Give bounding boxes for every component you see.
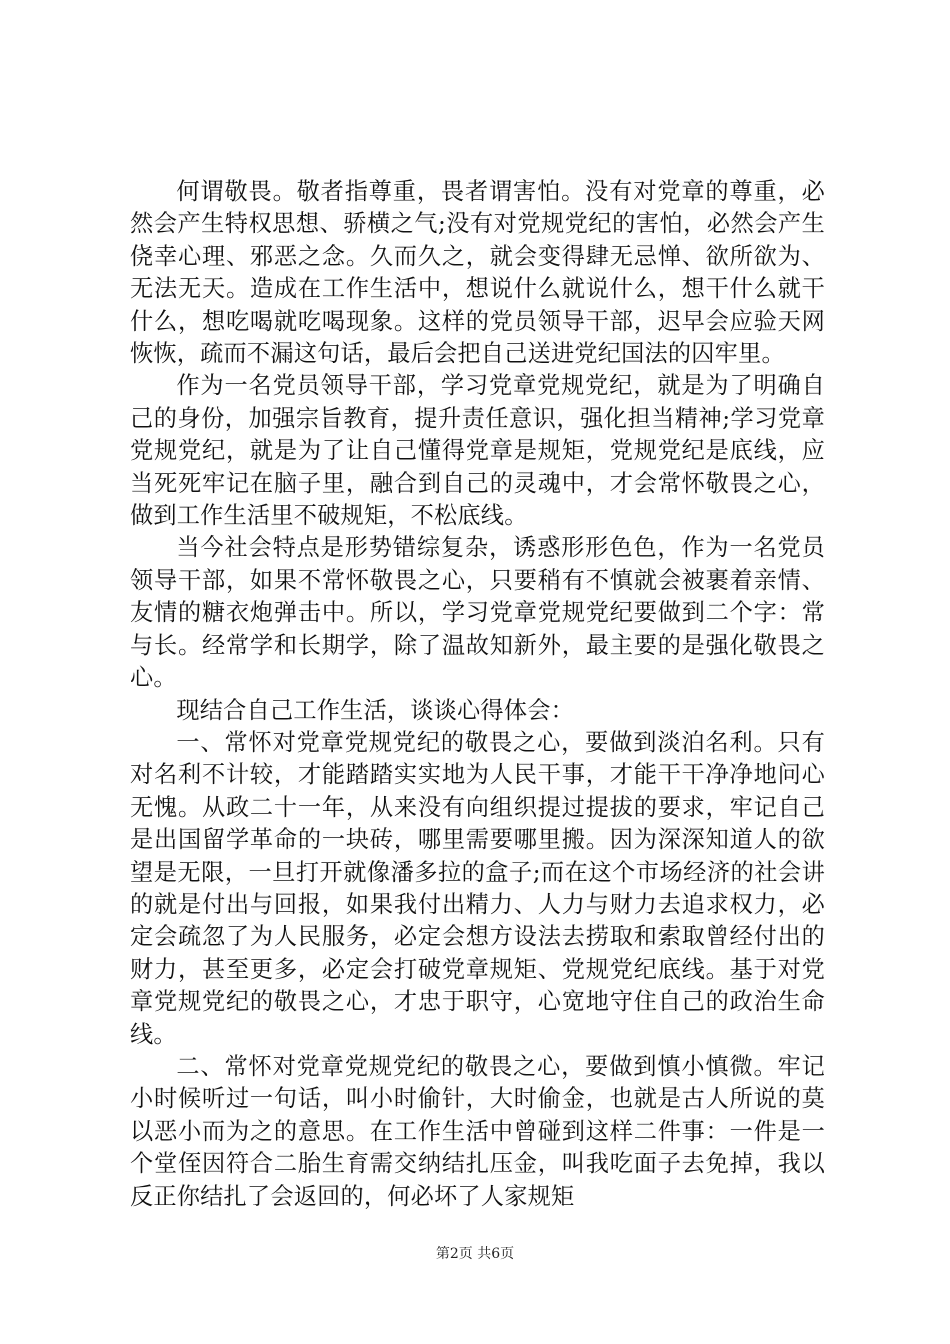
paragraph-5: 一、常怀对党章党规党纪的敬畏之心，要做到淡泊名利。只有对名利不计较，才能踏踏实实地为人民干事，才能干干净净地问心无愧。从政二十一年，从来没有向组织提过提拔的要求，牢记自己是出国留学革命的一块砖，哪里需要哪里搬。因为深深知道人的欲望是无限，一旦打开就像潘多拉的盒子;而在这个市场经济的社会讲的就是付出与回报，如果我付出精力、人力与财力去追求权力，必定会疏忽了为人民服务，必定会想方设法去捞取和索取曾经付出的财力，甚至更多，必定会打破党章规矩、党规党纪底线。基于对党章党规党纪的敬畏之心，才忠于职守，心宽地守住自己的政治生命线。	[130, 728, 825, 1048]
page-number-footer: 第2页 共6页	[435, 1246, 515, 1262]
paragraph-4: 现结合自己工作生活，谈谈心得体会：	[176, 696, 574, 724]
paragraph-1: 何谓敬畏。敬者指尊重，畏者谓害怕。没有对党章的尊重，必然会产生特权思想、骄横之气;没有对党规党纪的害怕，必然会产生侥幸心理、邪恶之念。久而久之，就会变得肆无忌惮、欲所欲为、无法无天。造成在工作生活中，想说什么就说什么，想干什么就干什么，想吃喝就吃喝现象。这样的党员领导干部，迟早会应验天网恢恢，疏而不漏这句话，最后会把自己送进党纪国法的囚牢里。	[130, 178, 825, 368]
document-body	[130, 176, 825, 1213]
paragraph-6: 二、常怀对党章党规党纪的敬畏之心，要做到慎小慎微。牢记小时候听过一句话，叫小时偷针，大时偷金，也就是古人所说的莫以恶小而为之的意思。在工作生活中曾碰到这样二件事：一件是一个堂侄因符合二胎生育需交纳结扎压金，叫我吃面子去免掉，我以反正你结扎了会返回的，何必坏了人家规矩	[130, 1052, 825, 1210]
paragraph-2: 作为一名党员领导干部，学习党章党规党纪，就是为了明确自己的身份，加强宗旨教育，提升责任意识，强化担当精神;学习党章党规党纪，就是为了让自己懂得党章是规矩，党规党纪是底线，应当死死牢记在脑子里，融合到自己的灵魂中，才会常怀敬畏之心，做到工作生活里不破规矩，不松底线。	[130, 372, 825, 530]
paragraph-3: 当今社会特点是形势错综复杂，诱惑形形色色，作为一名党员领导干部，如果不常怀敬畏之心，只要稍有不慎就会被裹着亲情、友情的糖衣炮弹击中。所以，学习党章党规党纪要做到二个字：常与长。经常学和长期学，除了温故知新外，最主要的是强化敬畏之心。	[130, 534, 825, 692]
